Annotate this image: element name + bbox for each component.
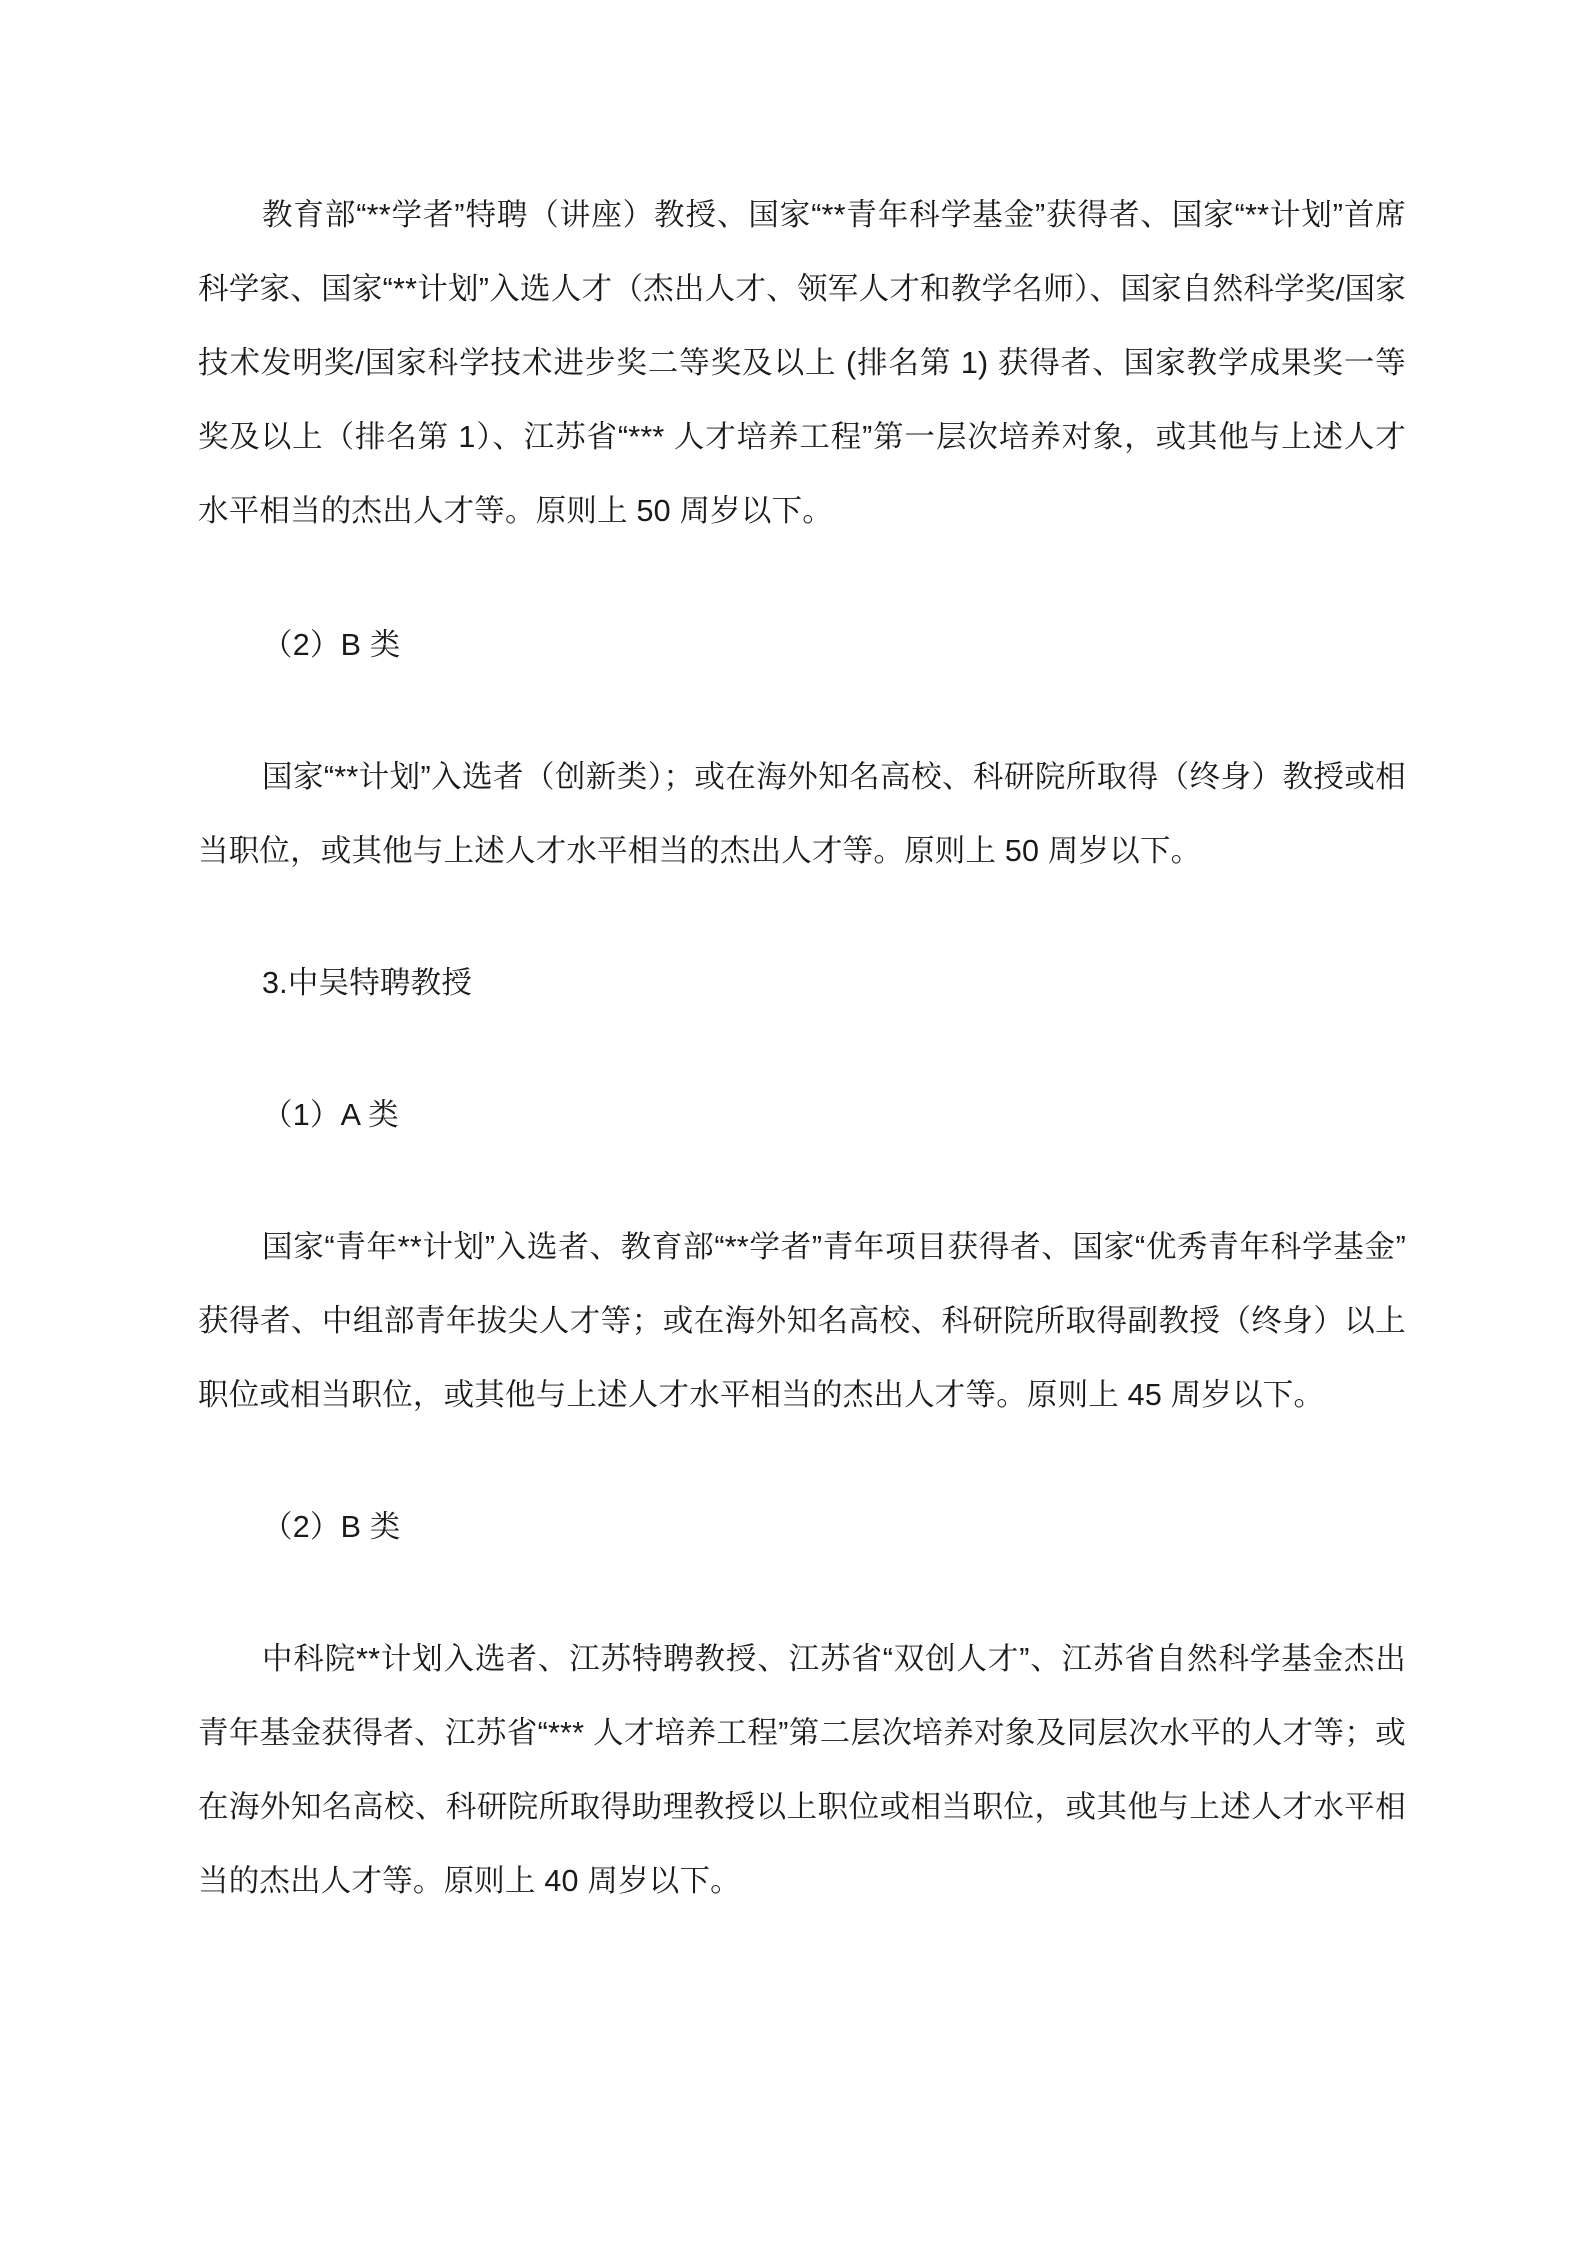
heading-3-b-class: （2）B 类 [262, 1510, 401, 1544]
heading-2-b-class: （2）B 类 [262, 628, 401, 662]
paragraph-2-b-class-criteria: 国家“**计划”入选者（创新类）；或在海外知名高校、科研院所取得（终身）教授或相当职位，或其他与上述人才水平相当的杰出人才等。原则上 50 周岁以下。 [198, 760, 1406, 868]
heading-3-a-class: （1）A 类 [262, 1098, 399, 1132]
paragraph-spacer [198, 1020, 1406, 1078]
heading-3-zhongwu-professor: 3.中吴特聘教授 [262, 966, 473, 1000]
paragraph-spacer [198, 888, 1406, 946]
paragraph-spacer [198, 1564, 1406, 1622]
paragraph-spacer [198, 682, 1406, 740]
document-body [198, 178, 1406, 1918]
paragraph-spacer [198, 548, 1406, 608]
paragraph-3-a-class-criteria: 国家“青年**计划”入选者、教育部“**学者”青年项目获得者、国家“优秀青年科学基金”获得者、中组部青年拔尖人才等；或在海外知名高校、科研院所取得副教授（终身）以上职位或相当职位，或其他与上述人才水平相当的杰出人才等。原则上 45 周岁以下。 [198, 1230, 1406, 1412]
paragraph-a-class-criteria: 教育部“**学者”特聘（讲座）教授、国家“**青年科学基金”获得者、国家“**计划”首席科学家、国家“**计划”入选人才（杰出人才、领军人才和教学名师）、国家自然科学奖/国家技术发明奖/国家科学技术进步奖二等奖及以上 (排名第 1) 获得者、国家教学成果奖一等奖及以上（排名第 1）、江苏省“*** 人才培养工程”第一层次培养对象，或其他与上述人才水平相当的杰出人才等。原则上 50 周岁以下。 [198, 198, 1406, 528]
paragraph-spacer [198, 1432, 1406, 1490]
paragraph-3-b-class-criteria: 中科院**计划入选者、江苏特聘教授、江苏省“双创人才”、江苏省自然科学基金杰出青年基金获得者、江苏省“*** 人才培养工程”第二层次培养对象及同层次水平的人才等；或在海外知名高校、科研院所取得助理教授以上职位或相当职位，或其他与上述人才水平相当的杰出人才等。原则上 40 周岁以下。 [198, 1642, 1406, 1898]
paragraph-spacer [198, 1152, 1406, 1210]
